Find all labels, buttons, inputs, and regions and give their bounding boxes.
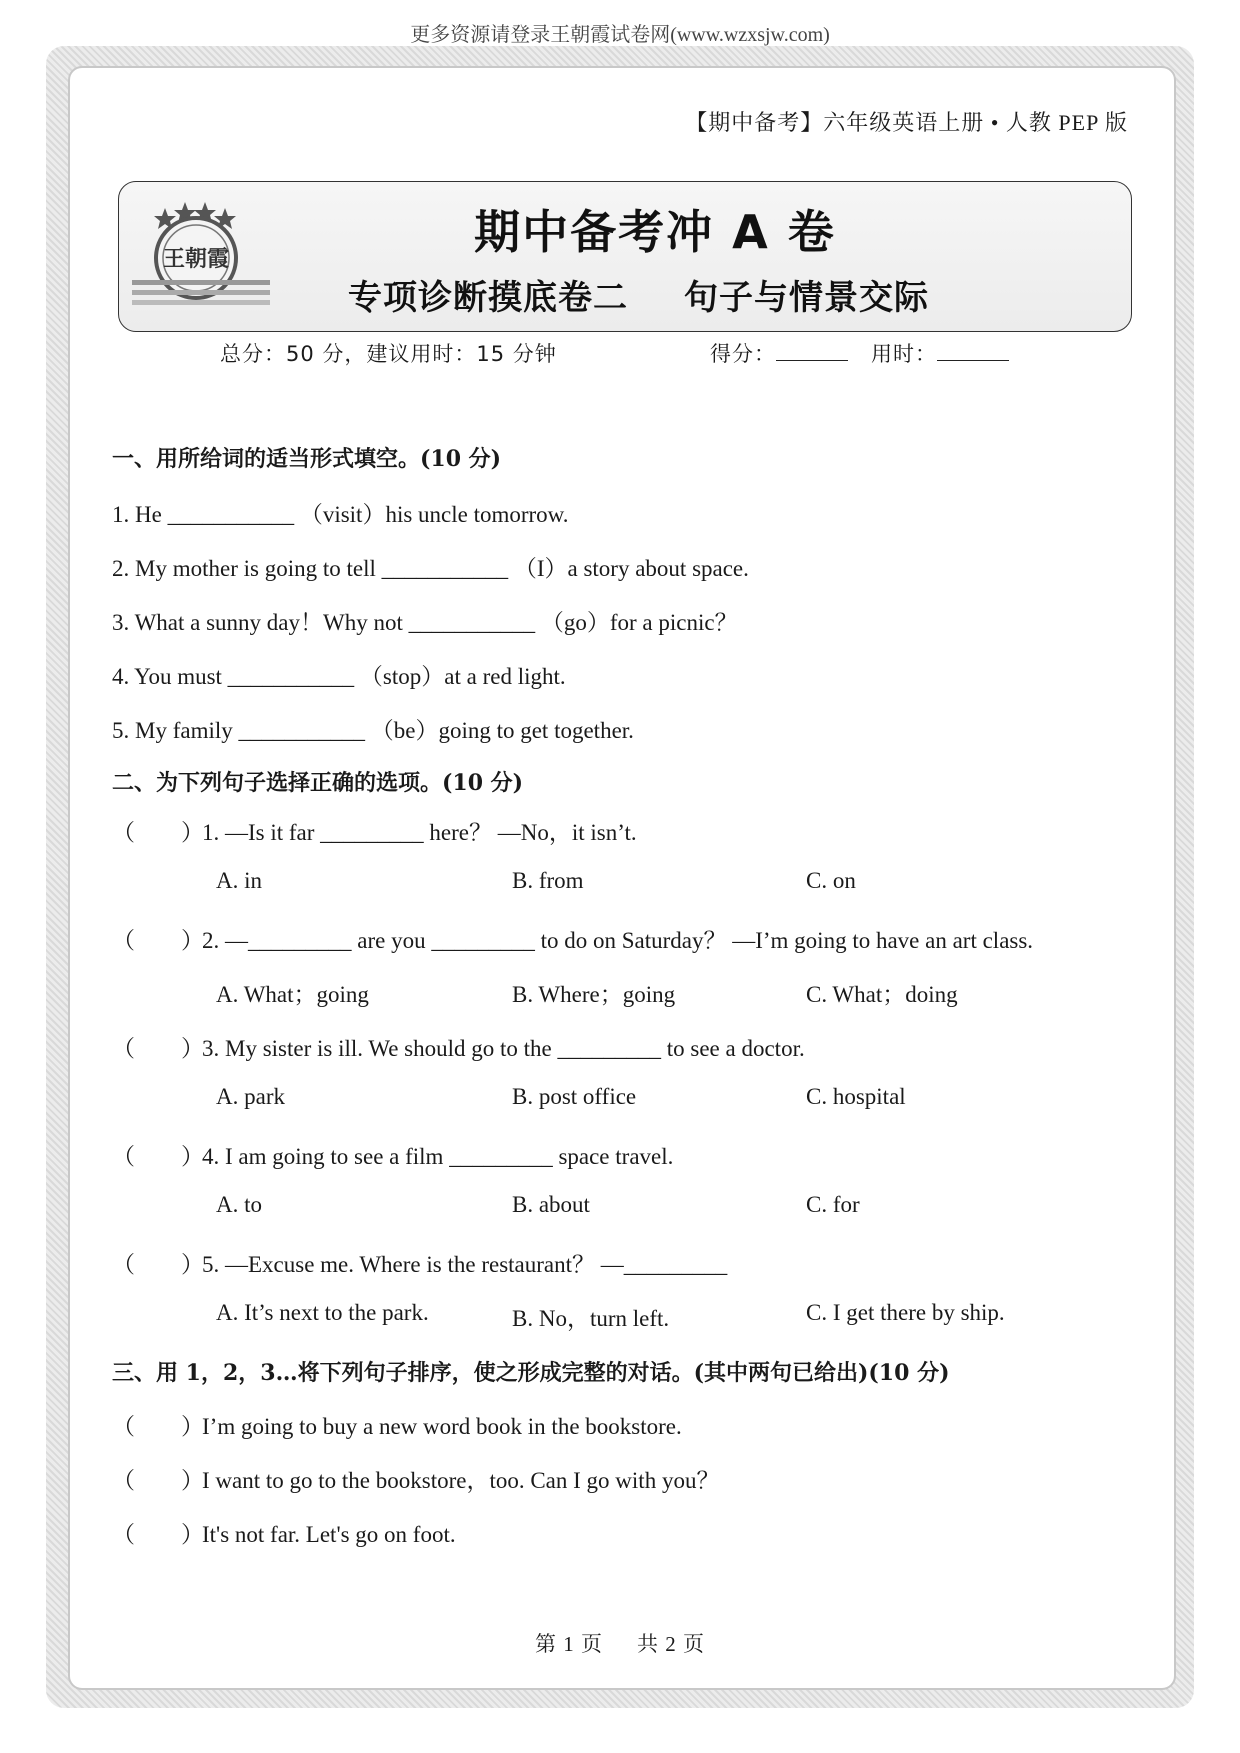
choice-question bbox=[112, 814, 637, 847]
subtitle-right: 句子与情景交际 bbox=[684, 278, 929, 318]
choice-question bbox=[112, 922, 1033, 955]
order-text: I want to go to the bookstore，too. Can I go with you？ bbox=[202, 1468, 720, 1493]
score-label: 得分： bbox=[710, 342, 776, 366]
answer-paren[interactable]: （ ） bbox=[112, 820, 204, 845]
score-fields bbox=[710, 338, 1009, 368]
option-c[interactable]: C. hospital bbox=[806, 1084, 906, 1109]
score-info: 总分：50 分，建议用时：15 分钟 bbox=[220, 342, 557, 366]
answer-paren[interactable]: （ ） bbox=[112, 1144, 204, 1169]
fill-item[interactable]: 2. My mother is going to tell ___________ （I）a story about space. bbox=[112, 556, 749, 581]
order-item bbox=[112, 1516, 456, 1549]
question-text: 2. —_________ are you _________ to do on Saturday？ —I’m going to have an art class. bbox=[202, 928, 1034, 953]
time-label: 用时： bbox=[871, 342, 938, 366]
option-c[interactable]: C. on bbox=[806, 868, 856, 893]
subtitle bbox=[348, 270, 929, 319]
option-b[interactable]: B. from bbox=[512, 868, 584, 893]
fill-item[interactable]: 3. What a sunny day！Why not ___________ （go）for a picnic？ bbox=[112, 610, 738, 635]
page-total: 共 2 页 bbox=[637, 1632, 705, 1656]
section1-heading: 一、用所给词的适当形式填空。(10 分) bbox=[112, 446, 502, 472]
subject-line: 【期中备考】六年级英语上册 • 人教 PEP 版 bbox=[685, 110, 1128, 135]
score-info-line bbox=[220, 338, 938, 368]
answer-paren[interactable]: （ ） bbox=[112, 1468, 204, 1493]
page-number: 第 1 页 bbox=[535, 1632, 603, 1656]
answer-paren[interactable]: （ ） bbox=[112, 1414, 204, 1439]
question-text: 4. I am going to see a film _________ space travel. bbox=[202, 1144, 674, 1169]
choice-question bbox=[112, 1246, 727, 1279]
source-banner: 更多资源请登录王朝霞试卷网(www.wzxsjw.com) bbox=[410, 24, 830, 46]
option-b[interactable]: B. No，turn left. bbox=[512, 1306, 670, 1331]
choice-question bbox=[112, 1138, 673, 1171]
answer-paren[interactable]: （ ） bbox=[112, 1522, 204, 1547]
option-c[interactable]: C. What；doing bbox=[806, 982, 958, 1007]
order-item bbox=[112, 1408, 682, 1441]
answer-paren[interactable]: （ ） bbox=[112, 1252, 204, 1277]
option-a[interactable]: A. It’s next to the park. bbox=[216, 1300, 429, 1325]
option-c[interactable]: C. I get there by ship. bbox=[806, 1300, 1005, 1325]
order-item bbox=[112, 1462, 719, 1495]
answer-paren[interactable]: （ ） bbox=[112, 928, 204, 953]
order-text: It's not far. Let's go on foot. bbox=[202, 1522, 456, 1547]
option-b[interactable]: B. post office bbox=[512, 1084, 637, 1109]
option-c[interactable]: C. for bbox=[806, 1192, 860, 1217]
question-text: 5. —Excuse me. Where is the restaurant？ —_________ bbox=[202, 1252, 728, 1277]
fill-item[interactable]: 4. You must ___________ （stop）at a red light. bbox=[112, 664, 566, 689]
order-text: I’m going to buy a new word book in the bookstore. bbox=[202, 1414, 682, 1439]
section2-heading: 二、为下列句子选择正确的选项。(10 分) bbox=[112, 770, 524, 796]
time-blank[interactable] bbox=[937, 342, 1009, 361]
option-a[interactable]: A. What；going bbox=[216, 982, 369, 1007]
option-a[interactable]: A. to bbox=[216, 1192, 262, 1217]
svg-text:王朝霞: 王朝霞 bbox=[162, 246, 230, 272]
question-text: 1. —Is it far _________ here？ —No，it isn’t. bbox=[202, 820, 637, 845]
fill-item[interactable]: 1. He ___________ （visit）his uncle tomorrow. bbox=[112, 502, 569, 527]
section3-heading: 三、用 1，2，3…将下列句子排序，使之形成完整的对话。(其中两句已给出)(10 分) bbox=[112, 1360, 950, 1386]
page-footer bbox=[0, 1628, 1240, 1658]
option-b[interactable]: B. Where；going bbox=[512, 982, 676, 1007]
choice-question bbox=[112, 1030, 805, 1063]
subtitle-left: 专项诊断摸底卷二 bbox=[348, 278, 628, 318]
option-b[interactable]: B. about bbox=[512, 1192, 590, 1217]
answer-paren[interactable]: （ ） bbox=[112, 1036, 204, 1061]
option-a[interactable]: A. in bbox=[216, 868, 262, 893]
fill-item[interactable]: 5. My family ___________ （be）going to get together. bbox=[112, 718, 634, 743]
page-title: 期中备考冲 A 卷 bbox=[474, 205, 836, 259]
option-a[interactable]: A. park bbox=[216, 1084, 285, 1109]
question-text: 3. My sister is ill. We should go to the _________ to see a doctor. bbox=[202, 1036, 805, 1061]
score-blank[interactable] bbox=[776, 342, 848, 361]
